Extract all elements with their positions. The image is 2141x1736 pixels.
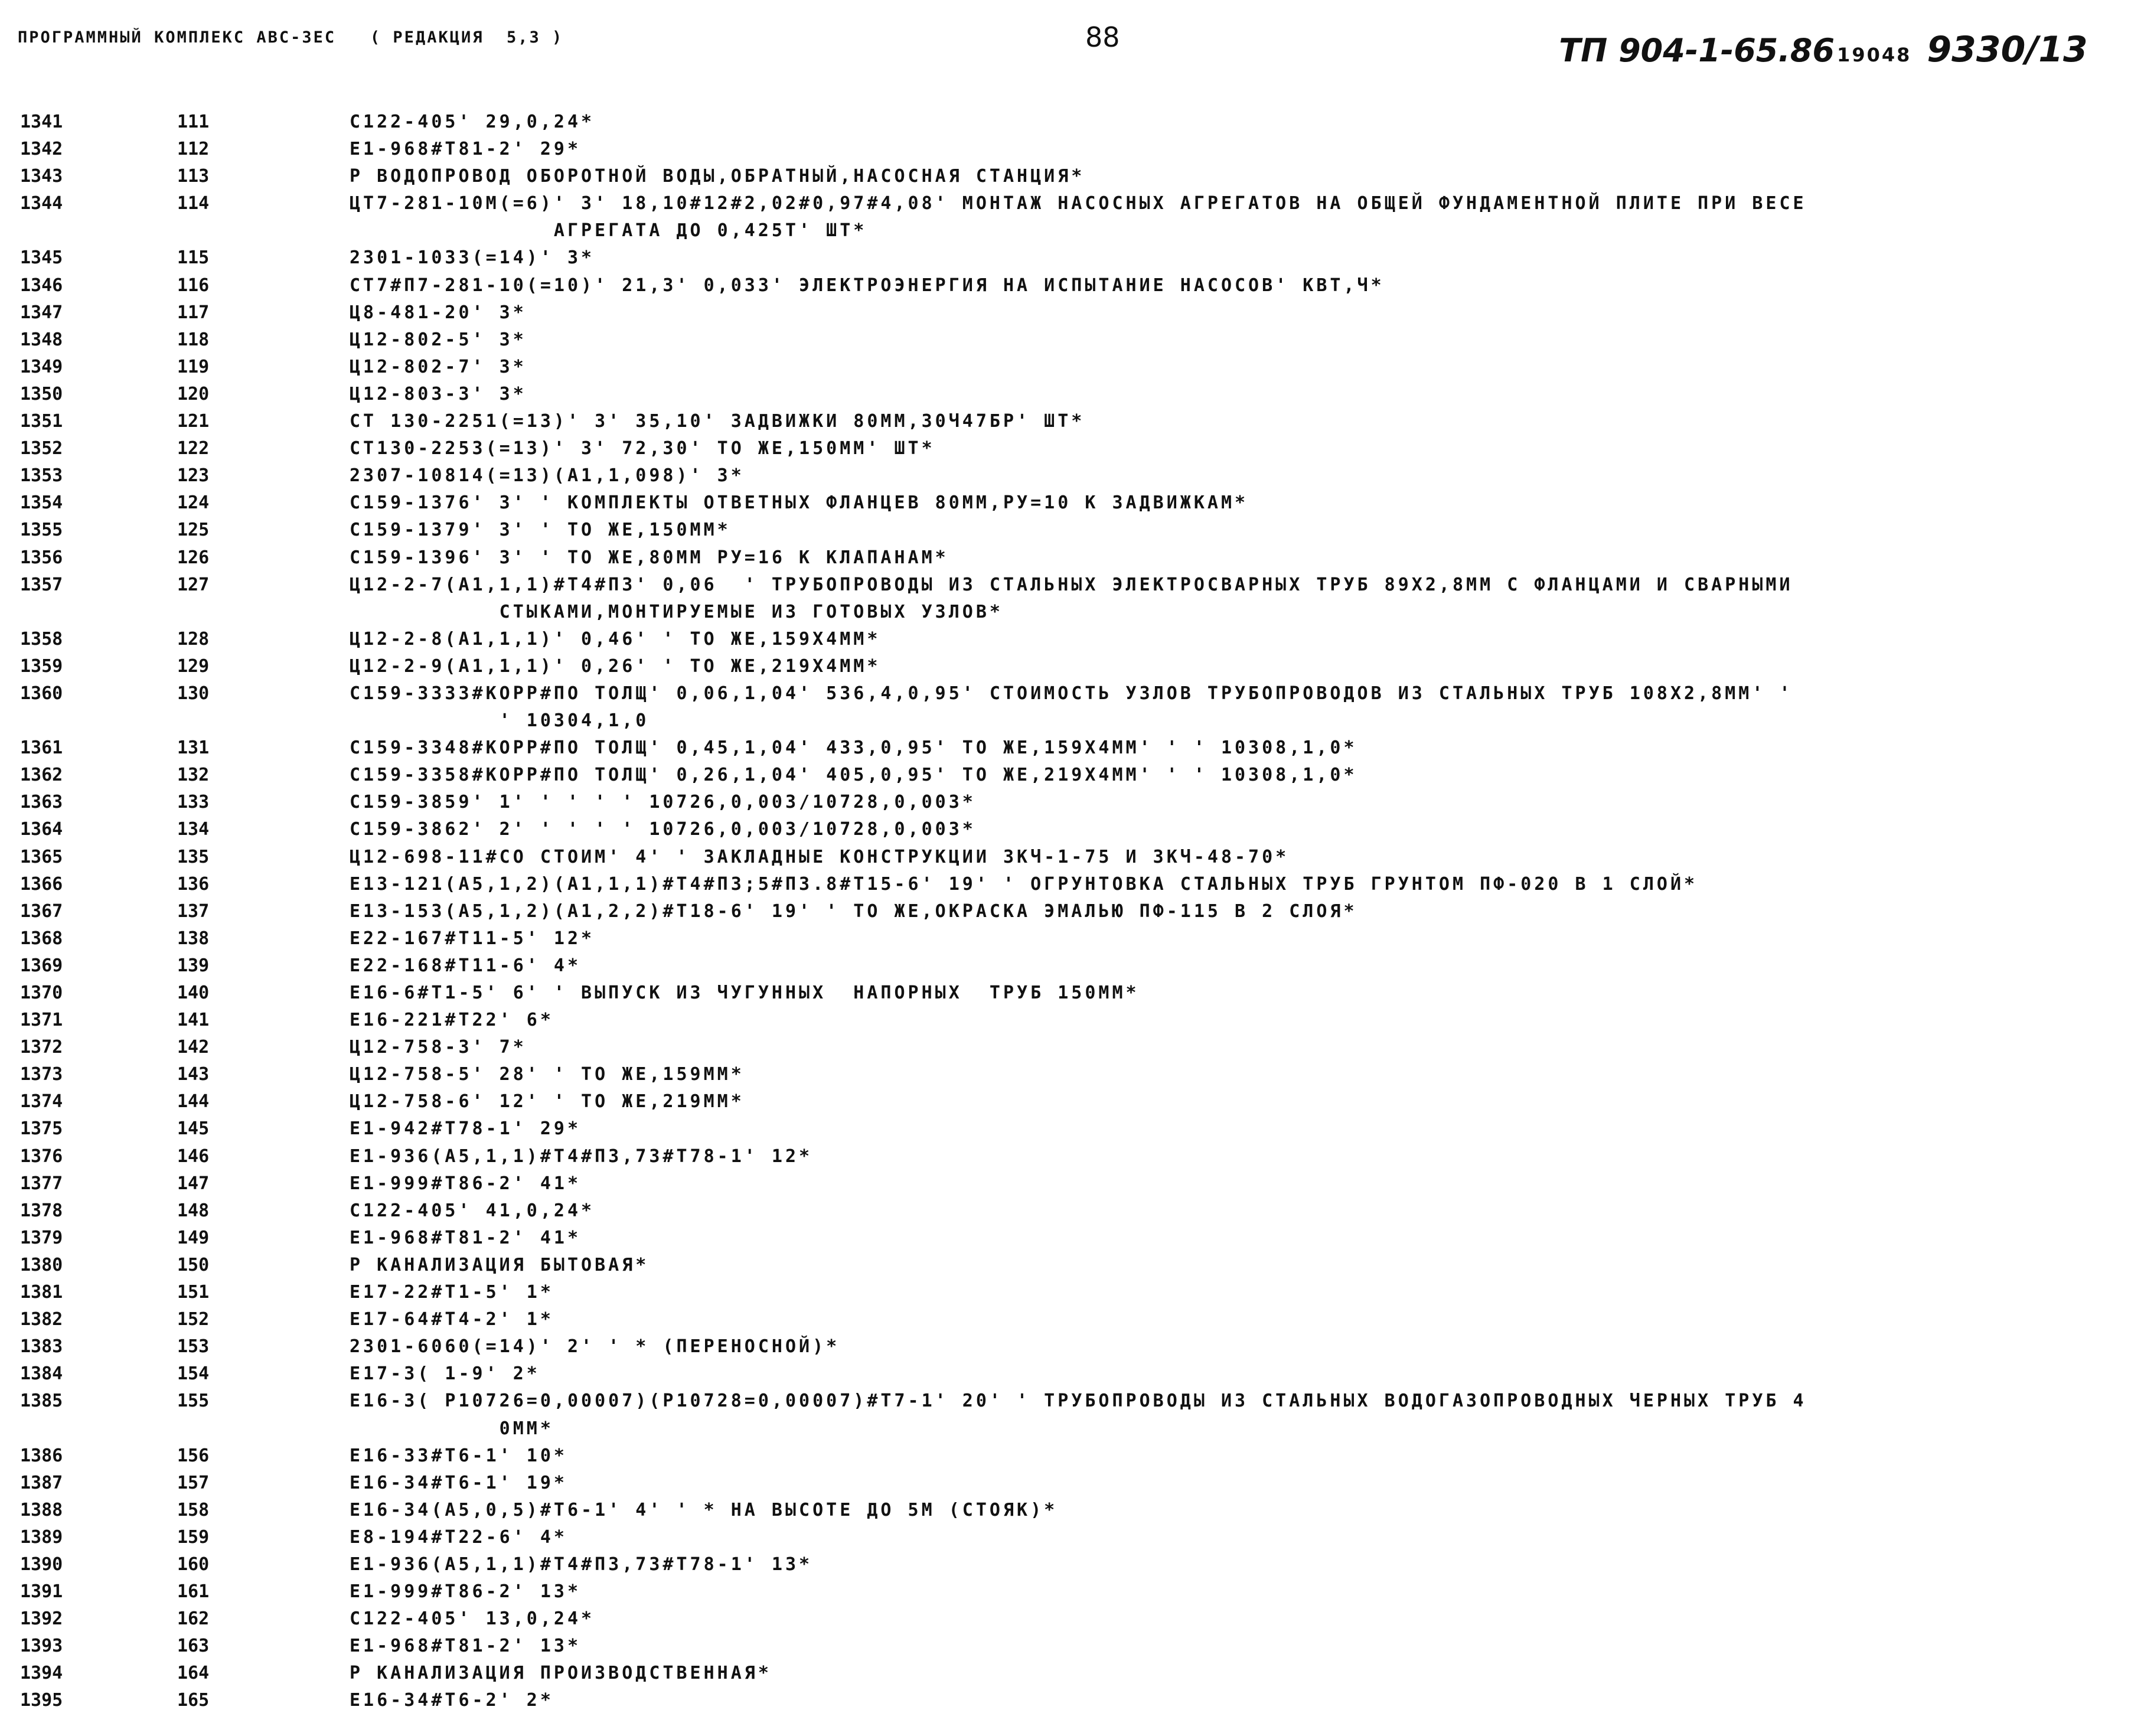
statement-number: 113 [177, 166, 210, 187]
statement-text: Е1-936(А5,1,1)#Т4#П3,73#Т78-1' 13* [350, 1554, 813, 1575]
statement-number: 112 [177, 139, 210, 160]
listing-row [0, 490, 2141, 517]
statement-text: Р ВОДОПРОВОД ОБОРОТНОЙ ВОДЫ,ОБРАТНЫЙ,НАСОСНАЯ СТАНЦИЯ* [350, 166, 1085, 187]
statement-text: Ц12-2-9(А1,1,1)' 0,26' ' ТО ЖЕ,219Х4ММ* [350, 655, 881, 677]
statement-number: 141 [177, 1010, 210, 1031]
page-number: 88 [1085, 21, 1120, 53]
line-number: 1369 [20, 955, 63, 976]
statement-number: 162 [177, 1608, 210, 1630]
listing-row [0, 925, 2141, 952]
line-number: 1374 [20, 1091, 63, 1112]
statement-text: Е16-3( Р10726=0,00007)(Р10728=0,00007)#Т7-1' 20' ' ТРУБОПРОВОДЫ ИЗ СТАЛЬНЫХ ВОДОГАЗОПРОВОДНЫХ ЧЕРНЫХ ТРУБ 4 [350, 1391, 1807, 1412]
statement-text: Р КАНАЛИЗАЦИЯ БЫТОВАЯ* [350, 1254, 650, 1275]
line-number: 1363 [20, 792, 63, 813]
line-number: 1373 [20, 1064, 63, 1085]
line-number: 1394 [20, 1663, 63, 1684]
statement-text: Е1-999#Т86-2' 41* [350, 1173, 582, 1194]
listing-row [0, 789, 2141, 816]
statement-text: Ц12-802-5' 3* [350, 329, 527, 350]
statement-number: 125 [177, 520, 210, 541]
listing-row [0, 1443, 2141, 1470]
line-number: 1385 [20, 1391, 63, 1412]
statement-text: 2301-1033(=14)' 3* [350, 247, 595, 269]
line-number: 1344 [20, 193, 63, 214]
listing-row [0, 327, 2141, 354]
line-number: 1395 [20, 1690, 63, 1711]
line-number: 1358 [20, 628, 63, 650]
listing-row [0, 517, 2141, 544]
statement-text: СТ130-2253(=13)' 3' 72,30' ТО ЖЕ,150ММ' ШТ* [350, 438, 935, 459]
line-number: 1380 [20, 1254, 63, 1275]
line-number: 1357 [20, 574, 63, 595]
statement-number: 120 [177, 383, 210, 404]
statement-number: 146 [177, 1146, 210, 1167]
statement-text: С159-3862' 2' ' ' ' ' 10726,0,003/10728,0,003* [350, 819, 976, 840]
listing-row [0, 1578, 2141, 1606]
statement-text: Е16-221#Т22' 6* [350, 1010, 554, 1031]
statement-number: 139 [177, 955, 210, 976]
line-number: 1350 [20, 383, 63, 404]
line-number: 1391 [20, 1581, 63, 1603]
line-number: 1360 [20, 683, 63, 704]
statement-number: 155 [177, 1391, 210, 1412]
listing-row [0, 544, 2141, 572]
statement-number: 147 [177, 1173, 210, 1194]
statement-text: Е1-942#Т78-1' 29* [350, 1118, 582, 1140]
listing-row [0, 190, 2141, 244]
statement-text: Е16-34#Т6-1' 19* [350, 1472, 567, 1493]
statement-number: 126 [177, 547, 210, 568]
listing-row [0, 299, 2141, 327]
line-number: 1348 [20, 329, 63, 350]
listing-row [0, 1279, 2141, 1306]
statement-text: 2301-6060(=14)' 2' ' * (ПЕРЕНОСНОЙ)* [350, 1336, 840, 1358]
document-code: ТП 904-1-65.86 [1559, 32, 1835, 69]
line-number: 1370 [20, 983, 63, 1003]
statement-continuation: АГРЕГАТА ДО 0,425Т' ШТ* [350, 220, 867, 242]
line-number: 1347 [20, 302, 63, 323]
line-number: 1364 [20, 819, 63, 840]
statement-number: 158 [177, 1499, 210, 1520]
listing-row [0, 1470, 2141, 1497]
statement-text: Ц12-2-8(А1,1,1)' 0,46' ' ТО ЖЕ,159Х4ММ* [350, 628, 881, 650]
statement-number: 156 [177, 1445, 210, 1466]
line-number: 1377 [20, 1173, 63, 1194]
statement-number: 134 [177, 819, 210, 840]
line-number: 1362 [20, 765, 63, 786]
statement-number: 153 [177, 1336, 210, 1358]
line-number: 1389 [20, 1526, 63, 1548]
listing-row [0, 408, 2141, 435]
line-number: 1361 [20, 738, 63, 759]
statement-number: 148 [177, 1200, 210, 1221]
statement-number: 131 [177, 738, 210, 759]
statement-number: 123 [177, 465, 210, 487]
statement-number: 144 [177, 1091, 210, 1112]
statement-number: 143 [177, 1064, 210, 1085]
statement-text: Ц12-758-3' 7* [350, 1037, 527, 1058]
statement-number: 135 [177, 846, 210, 867]
line-number: 1352 [20, 438, 63, 459]
listing-row [0, 381, 2141, 408]
statement-number: 116 [177, 275, 210, 296]
listing-row [0, 1115, 2141, 1143]
listing-row [0, 1606, 2141, 1633]
program-header: ПРОГРАММНЫЙ КОМПЛЕКС АВС-ЗЕС ( РЕДАКЦИЯ 5,3 ) [18, 28, 564, 47]
line-number: 1372 [20, 1037, 63, 1058]
statement-number: 138 [177, 928, 210, 949]
line-number: 1383 [20, 1336, 63, 1358]
listing-row [0, 1687, 2141, 1714]
statement-text: Ц12-698-11#СО СТОИМ' 4' ' ЗАКЛАДНЫЕ КОНСТРУКЦИИ ЗКЧ-1-75 И ЗКЧ-48-70* [350, 846, 1290, 867]
document-code-block [1546, 18, 2088, 81]
listing-row [0, 1360, 2141, 1388]
line-number: 1345 [20, 247, 63, 269]
line-number: 1368 [20, 928, 63, 949]
listing-row [0, 816, 2141, 843]
statement-text: Е13-153(А5,1,2)(А1,2,2)#Т18-6' 19' ' ТО ЖЕ,ОКРАСКА ЭМАЛЬЮ ПФ-115 В 2 СЛОЯ* [350, 900, 1357, 922]
listing [0, 109, 2141, 1715]
line-number: 1387 [20, 1472, 63, 1493]
line-number: 1384 [20, 1363, 63, 1385]
statement-number: 121 [177, 411, 210, 432]
statement-text: СТ7#П7-281-10(=10)' 21,3' 0,033' ЭЛЕКТРОЭНЕРГИЯ НА ИСПЫТАНИЕ НАСОСОВ' КВТ,Ч* [350, 275, 1385, 296]
line-number: 1375 [20, 1118, 63, 1140]
statement-text: Е1-936(А5,1,1)#Т4#П3,73#Т78-1' 12* [350, 1146, 813, 1167]
statement-text: Е16-33#Т6-1' 10* [350, 1445, 567, 1466]
listing-row [0, 1306, 2141, 1333]
line-number: 1342 [20, 139, 63, 160]
statement-text: Ц8-481-20' 3* [350, 302, 527, 323]
statement-continuation: ' 10304,1,0 [350, 710, 650, 732]
statement-number: 111 [177, 112, 210, 132]
line-number: 1386 [20, 1445, 63, 1466]
line-number: 1346 [20, 275, 63, 296]
line-number: 1378 [20, 1200, 63, 1221]
statement-text: Е1-968#Т81-2' 41* [350, 1227, 582, 1248]
statement-text: СТ 130-2251(=13)' 3' 35,10' ЗАДВИЖКИ 80ММ,30Ч47БР' ШТ* [350, 411, 1085, 432]
listing-row [0, 952, 2141, 980]
line-number: 1353 [20, 465, 63, 487]
line-number: 1343 [20, 166, 63, 187]
statement-text: Е17-64#Т4-2' 1* [350, 1309, 554, 1330]
statement-number: 163 [177, 1636, 210, 1657]
statement-text: Е1-968#Т81-2' 29* [350, 139, 582, 160]
statement-text: Е17-22#Т1-5' 1* [350, 1282, 554, 1303]
listing-row [0, 762, 2141, 789]
line-number: 1365 [20, 846, 63, 867]
statement-text: Р КАНАЛИЗАЦИЯ ПРОИЗВОДСТВЕННАЯ* [350, 1663, 772, 1684]
line-number: 1371 [20, 1010, 63, 1031]
listing-row [0, 898, 2141, 925]
statement-text: С122-405' 29,0,24* [350, 112, 595, 132]
listing-row [0, 626, 2141, 653]
statement-number: 161 [177, 1581, 210, 1603]
statement-number: 119 [177, 356, 210, 377]
statement-text: С159-3859' 1' ' ' ' ' 10726,0,003/10728,0,003* [350, 792, 976, 813]
listing-row [0, 680, 2141, 735]
statement-text: Е1-999#Т86-2' 13* [350, 1581, 582, 1603]
statement-text: 2307-10814(=13)(А1,1,098)' 3* [350, 465, 745, 487]
listing-row [0, 1660, 2141, 1687]
statement-number: 132 [177, 765, 210, 786]
statement-text: Ц12-2-7(А1,1,1)#Т4#П3' 0,06 ' ТРУБОПРОВОДЫ ИЗ СТАЛЬНЫХ ЭЛЕКТРОСВАРНЫХ ТРУБ 89Х2,8ММ С ФЛАНЦАМИ И СВАРНЫМИ [350, 574, 1793, 595]
line-number: 1356 [20, 547, 63, 568]
statement-text: С159-1396' 3' ' ТО ЖЕ,80ММ РУ=16 К КЛАПАНАМ* [350, 547, 949, 568]
line-number: 1355 [20, 520, 63, 541]
statement-number: 157 [177, 1472, 210, 1493]
statement-text: Е16-6#Т1-5' 6' ' ВЫПУСК ИЗ ЧУГУННЫХ НАПОРНЫХ ТРУБ 150ММ* [350, 983, 1140, 1003]
listing-row [0, 163, 2141, 190]
listing-row [0, 1197, 2141, 1225]
statement-text: Е16-34#Т6-2' 2* [350, 1690, 554, 1711]
line-number: 1393 [20, 1636, 63, 1657]
statement-number: 128 [177, 628, 210, 650]
listing-row [0, 1497, 2141, 1524]
statement-text: С122-405' 13,0,24* [350, 1608, 595, 1630]
listing-row [0, 1225, 2141, 1252]
listing-row [0, 572, 2141, 626]
statement-text: Ц12-758-5' 28' ' ТО ЖЕ,159ММ* [350, 1064, 745, 1085]
listing-row [0, 1170, 2141, 1197]
listing-row [0, 1551, 2141, 1578]
line-number: 1351 [20, 411, 63, 432]
line-number: 1341 [20, 112, 63, 132]
statement-number: 151 [177, 1282, 210, 1303]
listing-row [0, 735, 2141, 762]
statement-number: 122 [177, 438, 210, 459]
statement-text: Ц12-758-6' 12' ' ТО ЖЕ,219ММ* [350, 1091, 745, 1112]
statement-text: С159-3333#КОРР#ПО ТОЛЩ' 0,06,1,04' 536,4,0,95' СТОИМОСТЬ УЗЛОВ ТРУБОПРОВОДОВ ИЗ СТАЛЬНЫХ ТРУБ 108Х2,8ММ' ' [350, 683, 1793, 704]
statement-continuation: 0ММ* [350, 1418, 554, 1439]
listing-row [0, 435, 2141, 462]
statement-number: 149 [177, 1227, 210, 1248]
statement-text: С159-1379' 3' ' ТО ЖЕ,150ММ* [350, 520, 731, 541]
statement-text: Е22-168#Т11-6' 4* [350, 955, 582, 976]
line-number: 1379 [20, 1227, 63, 1248]
statement-text: С159-3358#КОРР#ПО ТОЛЩ' 0,26,1,04' 405,0,95' ТО ЖЕ,219Х4ММ' ' ' 10308,1,0* [350, 765, 1357, 786]
statement-number: 124 [177, 492, 210, 514]
listing-row [0, 1143, 2141, 1170]
statement-number: 137 [177, 900, 210, 922]
statement-number: 159 [177, 1526, 210, 1548]
listing-row [0, 1034, 2141, 1061]
line-number: 1392 [20, 1608, 63, 1630]
line-number: 1382 [20, 1309, 63, 1330]
statement-number: 115 [177, 247, 210, 269]
statement-text: Ц12-802-7' 3* [350, 356, 527, 377]
line-number: 1367 [20, 900, 63, 922]
listing-row [0, 1252, 2141, 1279]
listing-row [0, 109, 2141, 136]
line-number: 1390 [20, 1554, 63, 1575]
statement-number: 165 [177, 1690, 210, 1711]
listing-row [0, 653, 2141, 680]
statement-number: 145 [177, 1118, 210, 1140]
line-number: 1359 [20, 655, 63, 677]
listing-row [0, 354, 2141, 381]
listing-row [0, 844, 2141, 871]
line-number: 1349 [20, 356, 63, 377]
statement-number: 142 [177, 1037, 210, 1058]
statement-text: Е22-167#Т11-5' 12* [350, 928, 595, 949]
statement-text: Е17-3( 1-9' 2* [350, 1363, 540, 1385]
statement-number: 152 [177, 1309, 210, 1330]
line-number: 1376 [20, 1146, 63, 1167]
statement-text: Е16-34(А5,0,5)#Т6-1' 4' ' * НА ВЫСОТЕ ДО 5М (СТОЯК)* [350, 1499, 1058, 1520]
listing-row [0, 272, 2141, 299]
statement-number: 160 [177, 1554, 210, 1575]
listing-row [0, 1088, 2141, 1115]
statement-number: 129 [177, 655, 210, 677]
document-number: 19048 [1837, 44, 1912, 66]
listing-row [0, 1333, 2141, 1360]
statement-text: С159-3348#КОРР#ПО ТОЛЩ' 0,45,1,04' 433,0,95' ТО ЖЕ,159Х4ММ' ' ' 10308,1,0* [350, 738, 1357, 759]
listing-row [0, 1633, 2141, 1660]
statement-text: С159-1376' 3' ' КОМПЛЕКТЫ ОТВЕТНЫХ ФЛАНЦЕВ 80ММ,РУ=10 К ЗАДВИЖКАМ* [350, 492, 1249, 514]
statement-text: Ц12-803-3' 3* [350, 383, 527, 404]
statement-text: Е8-194#Т22-6' 4* [350, 1526, 567, 1548]
statement-number: 136 [177, 873, 210, 895]
statement-number: 118 [177, 329, 210, 350]
listing-row [0, 244, 2141, 272]
statement-text: Е13-121(А5,1,2)(А1,1,1)#Т4#П3;5#П3.8#Т15-6' 19' ' ОГРУНТОВКА СТАЛЬНЫХ ТРУБ ГРУНТОМ ПФ-020 В 1 СЛОЙ* [350, 873, 1698, 895]
statement-number: 133 [177, 792, 210, 813]
listing-row [0, 871, 2141, 898]
statement-number: 140 [177, 983, 210, 1003]
statement-text: ЦТ7-281-10М(=6)' 3' 18,10#12#2,02#0,97#4,08' МОНТАЖ НАСОСНЫХ АГРЕГАТОВ НА ОБЩЕЙ ФУНДАМЕНТНОЙ ПЛИТЕ ПРИ ВЕСЕ [350, 193, 1807, 214]
statement-number: 127 [177, 574, 210, 595]
statement-number: 154 [177, 1363, 210, 1385]
line-number: 1381 [20, 1282, 63, 1303]
statement-text: Е1-968#Т81-2' 13* [350, 1636, 582, 1657]
statement-number: 117 [177, 302, 210, 323]
listing-row [0, 1388, 2141, 1442]
statement-number: 164 [177, 1663, 210, 1684]
statement-number: 114 [177, 193, 210, 214]
listing-row [0, 1007, 2141, 1034]
listing-row [0, 136, 2141, 163]
line-number: 1366 [20, 873, 63, 895]
listing-row [0, 1061, 2141, 1088]
statement-continuation: СТЫКАМИ,МОНТИРУЕМЫЕ ИЗ ГОТОВЫХ УЗЛОВ* [350, 601, 1003, 622]
handwritten-stamp: 9330/13 [1927, 29, 2088, 70]
statement-text: С122-405' 41,0,24* [350, 1200, 595, 1221]
listing-row [0, 462, 2141, 490]
statement-number: 150 [177, 1254, 210, 1275]
statement-number: 130 [177, 683, 210, 704]
listing-row [0, 1524, 2141, 1551]
line-number: 1354 [20, 492, 63, 514]
listing-row [0, 980, 2141, 1007]
line-number: 1388 [20, 1499, 63, 1520]
